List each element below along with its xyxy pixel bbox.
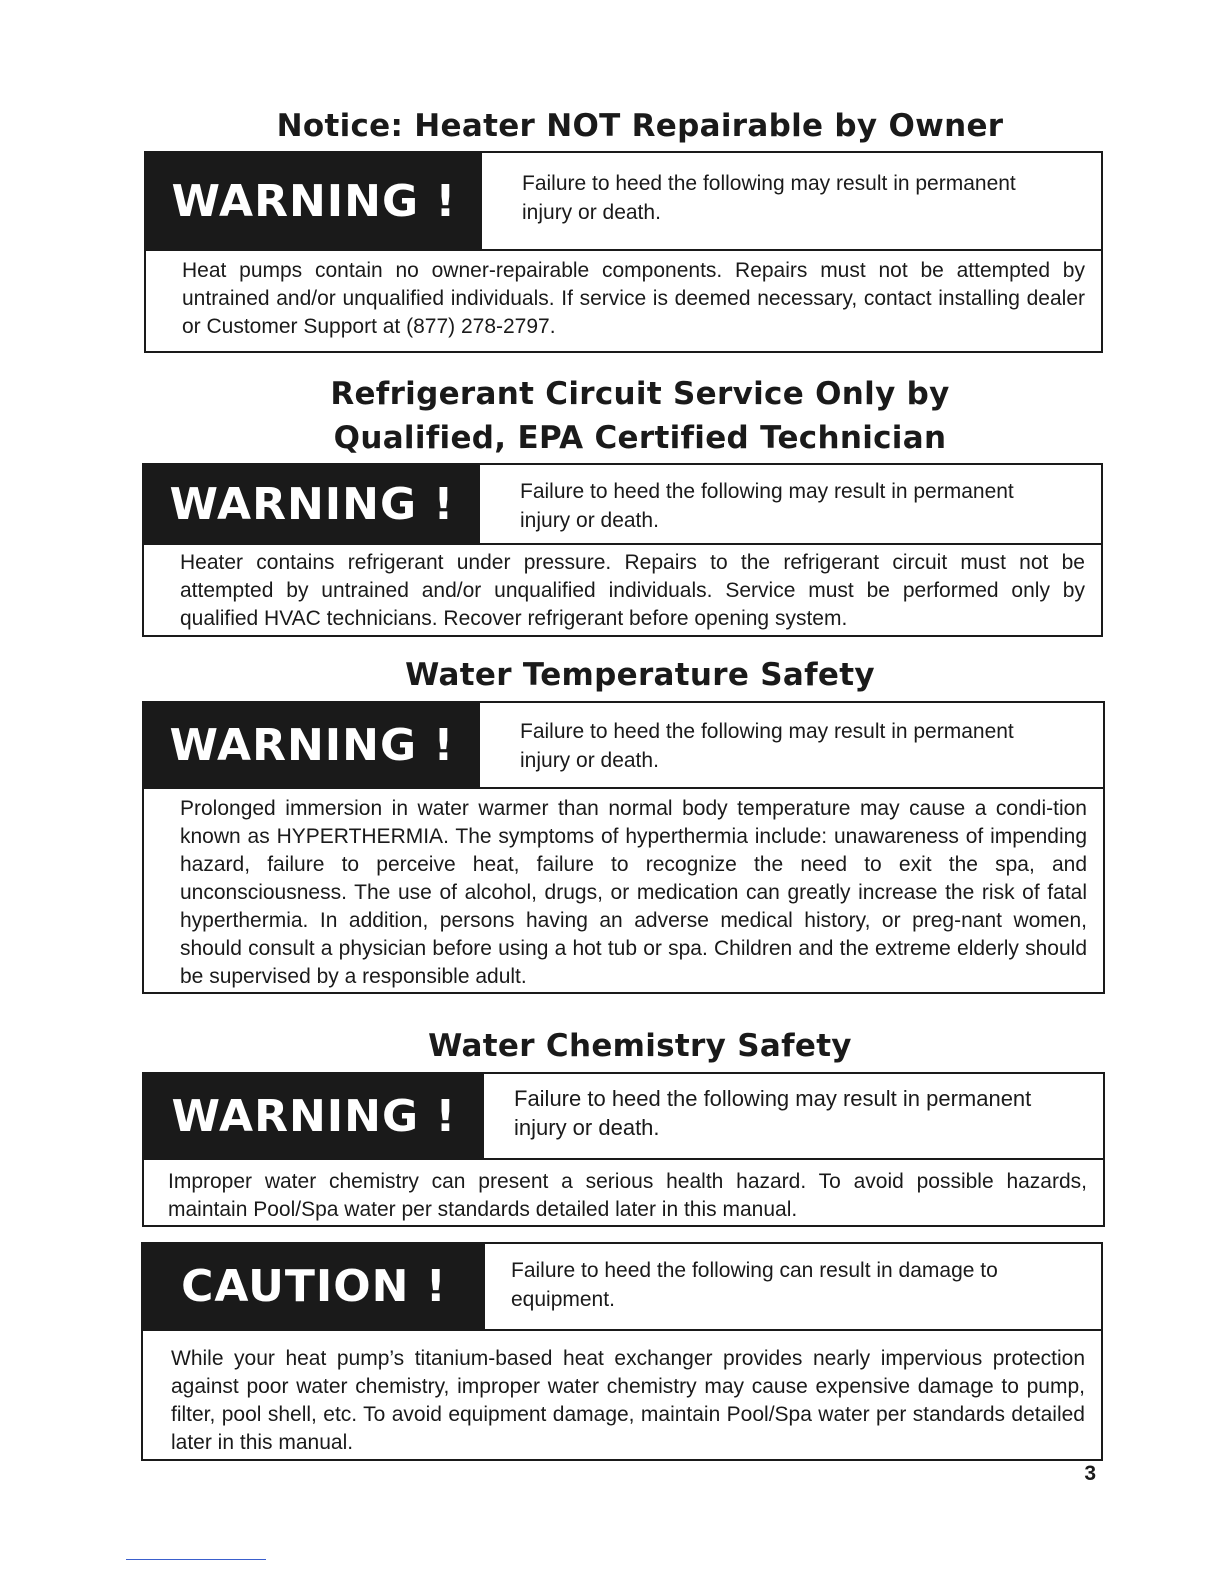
caution-body-text: While your heat pump’s titanium-based heat exchanger provides nearly impervious protection against poor water chemistry, improper water chemistry may cause expensive damage to pump, filter, pool shell, etc. To avoid equipment damage, maintain Pool/Spa water per standards detailed later in this manual. — [171, 1347, 1085, 1454]
caution-signal-word: CAUTION ! — [143, 1244, 485, 1329]
warning-consequence-text: Failure to heed the following may result in permanent injury or death. — [522, 172, 1016, 224]
warning-header — [144, 465, 1101, 545]
warning-signal-word: WARNING ! — [144, 465, 480, 543]
heading-owner-repair — [140, 104, 1140, 148]
footnote-rule — [126, 1559, 266, 1560]
warning-signal-word: WARNING ! — [146, 153, 482, 249]
warning-signal-word: WARNING ! — [144, 703, 480, 787]
warning-header — [144, 703, 1103, 789]
heading-water-chemistry — [140, 1024, 1140, 1068]
caution-box-equipment — [141, 1242, 1103, 1461]
warning-box-owner-repair — [144, 151, 1103, 353]
heading-line: Refrigerant Circuit Service Only by — [330, 376, 950, 412]
caution-consequence-text: Failure to heed the following can result in damage to equipment. — [511, 1259, 998, 1311]
warning-consequence-text: Failure to heed the following may result in permanent injury or death. — [520, 480, 1014, 532]
heading-water-temperature — [140, 653, 1140, 697]
warning-body-text: Heat pumps contain no owner-repairable components. Repairs must not be attempted by untrained and/or unqualified individuals. If service is deemed necessary, contact installing dealer or Customer Support at (877) 278-2797. — [182, 259, 1085, 338]
warning-body-text: Heater contains refrigerant under pressure. Repairs to the refrigerant circuit must not be attempted by untrained and/or unqualified individuals. Service must be performed only by qualified HVAC technicians. Recover refrigerant before opening system. — [180, 551, 1085, 630]
heading-line: Water Temperature Safety — [405, 657, 875, 693]
page-number: 3 — [1084, 1462, 1096, 1485]
warning-signal-word: WARNING ! — [144, 1074, 484, 1158]
heading-refrigerant-service — [140, 372, 1140, 460]
warning-header — [144, 1074, 1103, 1160]
heading-line: Water Chemistry Safety — [428, 1028, 852, 1064]
heading-line: Qualified, EPA Certified Technician — [333, 420, 947, 456]
warning-body-text: Prolonged immersion in water warmer than normal body temperature may cause a condi-tion known as HYPERTHERMIA. The symptoms of hyperthermia include: unawareness of impending hazard, failure to perceive heat, failure to recognize the need to exit the spa, and unconsciousness. The use of alcohol, drugs, or medication can greatly increase the risk of fatal hyperthermia. In addition, persons having an adverse medical history, or preg-nant women, should consult a physician before using a hot tub or spa. Children and the extreme elderly should be supervised by a responsible adult. — [180, 797, 1087, 988]
warning-header — [146, 153, 1101, 251]
caution-header — [143, 1244, 1101, 1331]
warning-box-refrigerant — [142, 463, 1103, 637]
warning-box-water-chemistry — [142, 1072, 1105, 1227]
warning-consequence-text: Failure to heed the following may result in permanent injury or death. — [514, 1086, 1032, 1140]
heading-line: Notice: Heater NOT Repairable by Owner — [276, 108, 1004, 144]
warning-box-water-temperature — [142, 701, 1105, 994]
warning-body-text: Improper water chemistry can present a serious health hazard. To avoid possible hazards, maintain Pool/Spa water per standards detailed later in this manual. — [168, 1170, 1087, 1221]
warning-consequence-text: Failure to heed the following may result in permanent injury or death. — [520, 720, 1014, 772]
